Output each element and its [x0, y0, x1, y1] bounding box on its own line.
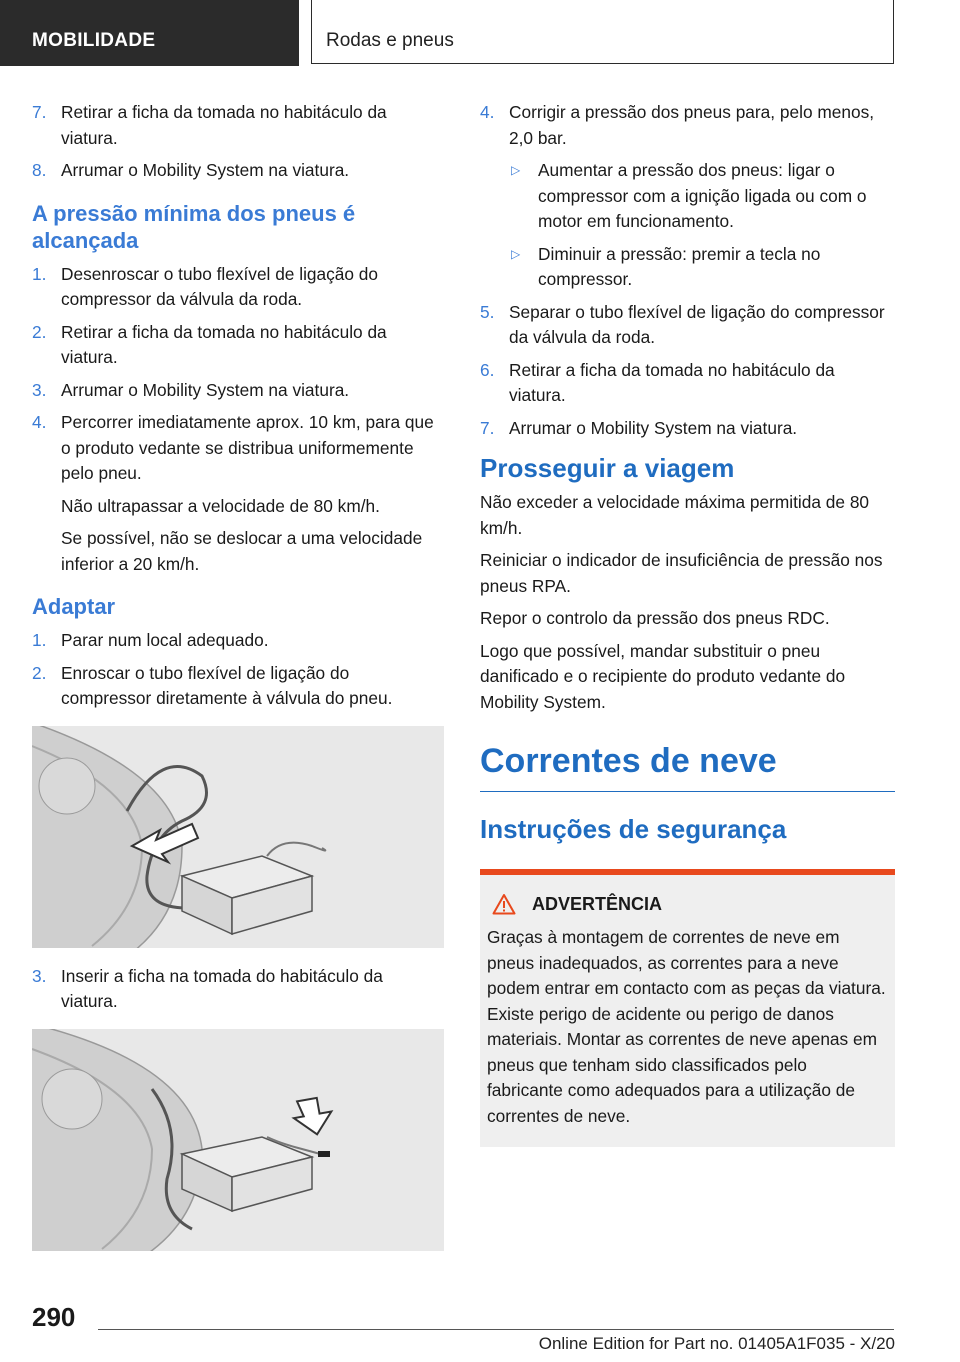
sub-text: Aumentar a pressão dos pneus: ligar o compressor com a ignição ligada ou com o motor em funcionamento.	[538, 160, 867, 231]
chapter-tab	[311, 0, 894, 64]
paragraph: Logo que possível, mandar substituir o pneu danificado e o recipiente do produto vedante do Mobility System.	[480, 640, 846, 712]
step-number: 1.	[32, 263, 47, 284]
step-number: 5.	[480, 301, 495, 322]
triangle-bullet-icon: ▷	[511, 246, 521, 261]
step-number: 3.	[32, 379, 47, 400]
paragraph: Repor o controlo da pressão dos pneus RDC.	[480, 608, 830, 628]
list-item	[32, 262, 444, 313]
list-item	[480, 358, 895, 409]
note-text: Não ultrapassar a velocidade de 80 km/h.	[61, 495, 380, 516]
step-text: Arrumar o Mobility System na viatura.	[509, 417, 798, 438]
step-number: 7.	[32, 102, 47, 122]
footer-edition: Online Edition for Part no. 01405A1F035 - X/20	[538, 1334, 895, 1353]
list-item	[480, 300, 895, 351]
chapter-title: Rodas e pneus	[326, 30, 454, 51]
section-title: MOBILIDADE	[32, 30, 156, 51]
list-item	[32, 628, 444, 654]
step-text: Corrigir a pressão dos pneus para, pelo menos, 2,0 bar.	[509, 102, 875, 148]
paragraph: Não exceder a velocidade máxima permitida de 80 km/h.	[480, 492, 870, 538]
note-text: Se possível, não se deslocar a uma velocidade inferior a 20 km/h.	[61, 528, 423, 574]
compressor-illustration	[32, 726, 444, 948]
list-item	[32, 410, 444, 487]
list-item	[32, 100, 444, 151]
step-text: Retirar a ficha da tomada no habitáculo da viatura.	[61, 102, 387, 148]
sub-list-item	[480, 242, 895, 293]
chapter-heading: Correntes de neve	[480, 741, 895, 792]
section-heading: Prosseguir a viagem	[480, 453, 735, 483]
step-text: Retirar a ficha da tomada no habitáculo da viatura.	[61, 321, 387, 367]
left-column	[32, 100, 444, 1267]
page-number: 290	[32, 1302, 76, 1332]
step-text: Arrumar o Mobility System na viatura.	[61, 160, 350, 180]
step-number: 8.	[32, 160, 47, 180]
triangle-bullet-icon: ▷	[511, 163, 521, 177]
step-number: 1.	[32, 630, 47, 650]
list-item	[32, 964, 444, 1015]
warning-header	[487, 893, 887, 915]
list-item	[32, 158, 444, 184]
warning-box	[480, 869, 895, 1147]
step-text: Separar o tubo flexível de ligação do compressor da válvula da roda.	[509, 301, 885, 347]
paragraph: Reiniciar o indicador de insuficiência de pressão nos pneus RPA.	[480, 550, 883, 596]
step-text: Inserir a ficha na tomada do habitáculo da viatura.	[61, 965, 383, 1011]
section-heading: Adaptar	[32, 594, 116, 619]
sub-list-item	[480, 158, 895, 235]
warning-text: Graças à montagem de correntes de neve em pneus inadequados, as correntes para a neve podem entrar em contacto com as peças da viatura. Existe perigo de acidente ou perigo de danos materiais. Montar as correntes de neve apenas em pneus que tenham sido classificados pelo fabricante como adequados para a utilização de correntes de neve.	[487, 927, 886, 1126]
list-item	[480, 100, 895, 151]
list-item	[32, 661, 444, 712]
right-column	[480, 100, 895, 1147]
step-text: Desenroscar o tubo flexível de ligação do compressor da válvula da roda.	[61, 263, 379, 309]
compressor-plug-illustration	[32, 1029, 444, 1251]
step-number: 4.	[480, 102, 495, 122]
warning-triangle-icon	[492, 893, 516, 915]
step-number: 6.	[480, 359, 495, 380]
step-text: Parar num local adequado.	[61, 630, 269, 650]
subsection-heading: Instruções de segurança	[480, 814, 787, 844]
step-text: Enroscar o tubo flexível de ligação do compressor diretamente à válvula do pneu.	[61, 662, 393, 708]
step-number: 4.	[32, 412, 47, 432]
step-text: Percorrer imediatamente aprox. 10 km, para que o produto vedante se distribua uniformemente pelo pneu.	[61, 412, 434, 483]
step-number: 3.	[32, 965, 47, 986]
list-item	[480, 416, 895, 442]
step-number: 2.	[32, 321, 47, 342]
step-text: Retirar a ficha da tomada no habitáculo da viatura.	[509, 359, 835, 405]
section-tab	[0, 0, 299, 66]
step-text: Arrumar o Mobility System na viatura.	[61, 379, 350, 400]
step-number: 2.	[32, 662, 47, 683]
list-item	[32, 378, 444, 404]
sub-text: Diminuir a pressão: premir a tecla no compressor.	[538, 243, 821, 289]
section-heading: A pressão mínima dos pneus é alcançada	[32, 200, 356, 253]
footer-divider	[98, 1329, 894, 1330]
list-item	[32, 320, 444, 371]
step-number: 7.	[480, 417, 495, 438]
warning-title: ADVERTÊNCIA	[532, 893, 663, 914]
